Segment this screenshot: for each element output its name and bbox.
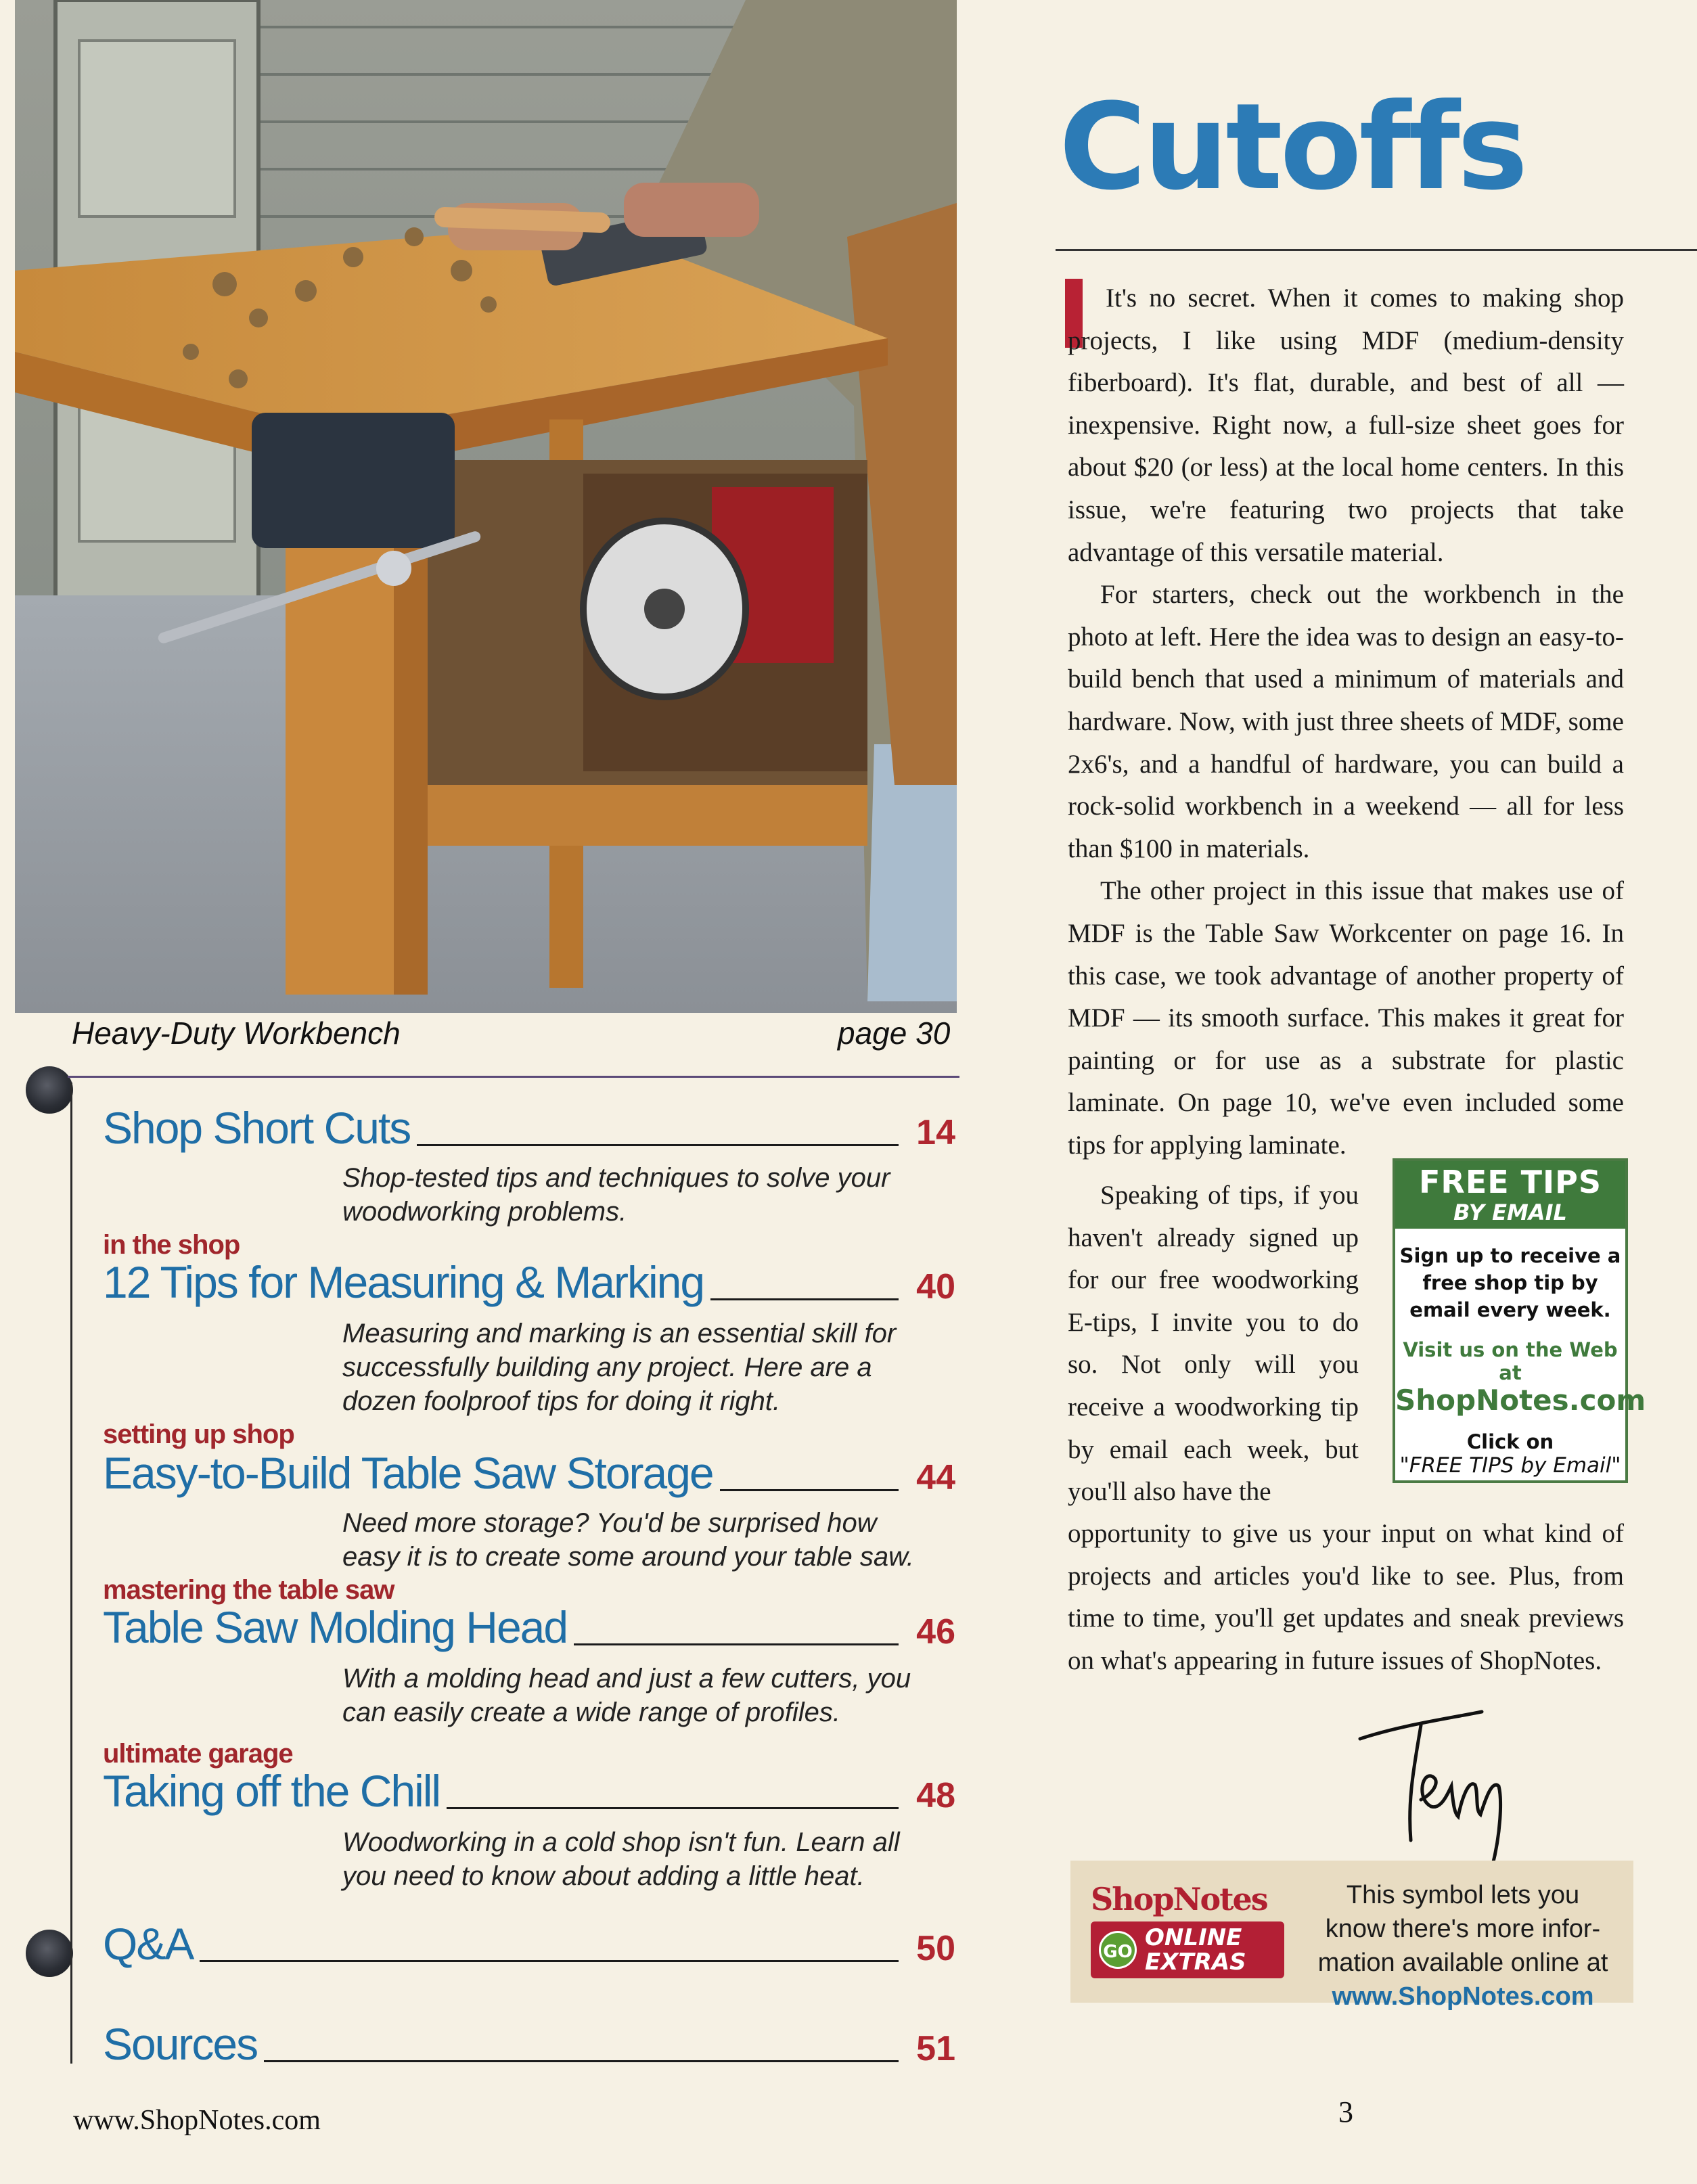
leader-line	[710, 1298, 899, 1300]
toc-kicker: ultimate garage	[103, 1739, 293, 1769]
signature	[1347, 1698, 1549, 1878]
leader-line	[417, 1144, 899, 1146]
footer-url[interactable]: www.ShopNotes.com	[73, 2105, 321, 2136]
toc-desc-line: easy it is to create some around your table saw.	[342, 1542, 914, 1572]
toc-kicker: in the shop	[103, 1230, 240, 1260]
free-tips-header	[1395, 1161, 1625, 1229]
badge-line: EXTRAS	[1145, 1949, 1246, 1976]
toc-title[interactable]: Table Saw Molding Head	[103, 1602, 568, 1652]
toc-item[interactable]	[103, 1103, 955, 1153]
leader-line	[264, 2060, 899, 2062]
text-line: know there's more infor-	[1325, 1915, 1601, 1943]
free-tips-box[interactable]	[1393, 1158, 1646, 1483]
toc-desc-line: Need more storage? You'd be surprised how	[342, 1508, 877, 1538]
photo-caption-title: Heavy-Duty Workbench	[72, 1016, 401, 1051]
toc-desc-line: dozen foolproof tips for doing it right.	[342, 1386, 781, 1416]
online-extras-badge[interactable]	[1091, 1921, 1284, 1978]
toc-desc-line: can easily create a wide range of profiles.	[342, 1698, 840, 1727]
toc-rule	[70, 1083, 72, 2064]
toc-item[interactable]	[103, 1919, 955, 1969]
binder-hole	[26, 1066, 73, 1114]
toc-description	[342, 1161, 938, 1229]
toc-item[interactable]	[103, 1257, 955, 1307]
toc-page[interactable]: 46	[916, 1612, 955, 1652]
toc-page[interactable]: 50	[916, 1929, 955, 1968]
binder-hole	[26, 1930, 73, 1977]
toc-desc-line: woodworking problems.	[342, 1197, 627, 1227]
text-line: Sign up to receive a	[1399, 1244, 1621, 1267]
click-text: Click on	[1466, 1430, 1554, 1453]
page-title: Cutoffs	[1059, 78, 1526, 217]
divider	[68, 1076, 959, 1078]
toc-page[interactable]: 14	[916, 1113, 955, 1152]
toc-title[interactable]: 12 Tips for Measuring & Marking	[103, 1257, 704, 1307]
toc-page[interactable]: 44	[916, 1458, 955, 1497]
free-tips-subtitle: BY EMAIL	[1453, 1200, 1567, 1225]
article-body	[1068, 277, 1624, 1166]
toc-description	[342, 1662, 938, 1729]
toc-desc-line: With a molding head and just a few cutters, you	[342, 1664, 911, 1693]
page-number: 3	[1338, 2095, 1353, 2129]
toc-description	[342, 1506, 938, 1574]
paragraph: It's no secret. When it comes to making shop projects, I like using MDF (medium-density fiberboard). It's flat, durable, and best of all — inexpensive. Right now, a full-size sheet goes for about $20 (or less) at the local home centers. In this issue, we're featuring two projects that take advantage of this versatile material.	[1068, 283, 1624, 567]
text-line: This symbol lets you	[1346, 1881, 1580, 1909]
online-extras-url[interactable]: www.ShopNotes.com	[1332, 1982, 1594, 2011]
paragraph: The other project in this issue that makes use of MDF is the Table Saw Workcenter on page 16. In this case, we took advantage of another property of MDF — its smooth surface. This makes it great for painting or for use as a substrate for plastic laminate. On page 10, we've even included some tips for applying laminate.	[1068, 876, 1624, 1160]
toc-title[interactable]: Shop Short Cuts	[103, 1103, 411, 1153]
toc-desc-line: Woodworking in a cold shop isn't fun. Learn all	[342, 1827, 900, 1857]
toc-page[interactable]: 40	[916, 1267, 955, 1306]
toc-title[interactable]: Easy-to-Build Table Saw Storage	[103, 1448, 713, 1498]
go-icon: GO	[1099, 1931, 1137, 1969]
click-target[interactable]: "FREE TIPS by Email"	[1399, 1453, 1621, 1478]
badge-text	[1145, 1926, 1246, 1974]
toc-description	[342, 1825, 938, 1893]
site-link[interactable]: ShopNotes.com	[1395, 1384, 1646, 1417]
text-line: free shop tip by	[1422, 1271, 1598, 1294]
leader-line	[200, 1960, 899, 1962]
toc-title[interactable]: Q&A	[103, 1919, 194, 1969]
paragraph: opportunity to give us your input on what kind of projects and articles you'd like to see. Plus, from time to time, you'll get updates and sneak previews on what's appearing in future issues of ShopNotes.	[1068, 1519, 1624, 1675]
visit-text: Visit us on the Web at	[1403, 1338, 1618, 1384]
toc-item[interactable]	[103, 1766, 955, 1816]
text-line: mation available online at	[1317, 1949, 1608, 1977]
toc-title[interactable]: Sources	[103, 2019, 258, 2069]
paragraph: For starters, check out the workbench in the photo at left. Here the idea was to design an easy-to-build bench that used a minimum of materials and hardware. Now, with just three sheets of MDF, some 2x6's, and a handful of hardware, you can build a rock-solid workbench in a weekend — all for less than $100 in materials.	[1068, 580, 1624, 863]
paragraph: Speaking of tips, if you haven't already signed up for our free woodworking E-tips, I invite you to do so. Not only will you receive a woodworking tip by email each week, but you'll also have the	[1068, 1181, 1359, 1507]
leader-line	[720, 1489, 899, 1491]
free-tips-text	[1395, 1242, 1625, 1323]
leader-line	[574, 1643, 899, 1645]
toc-kicker: setting up shop	[103, 1419, 294, 1449]
online-extras-box[interactable]	[1070, 1861, 1633, 2011]
toc-description	[342, 1317, 938, 1418]
toc-item[interactable]	[103, 1448, 955, 1498]
toc-desc-line: successfully building any project. Here are a	[342, 1352, 872, 1382]
workbench-photo	[15, 0, 957, 1013]
online-extras-text	[1294, 1878, 1632, 2014]
toc-desc-line: Measuring and marking is an essential skill for	[342, 1319, 897, 1348]
toc-desc-line: you need to know about adding a little heat.	[342, 1861, 865, 1891]
photo-caption-page: page 30	[838, 1016, 951, 1051]
toc-title[interactable]: Taking off the Chill	[103, 1766, 440, 1816]
badge-line: ONLINE	[1145, 1924, 1242, 1951]
text-line: email every week.	[1409, 1298, 1611, 1321]
shopnotes-logo: ShopNotes	[1091, 1881, 1267, 1917]
leader-line	[447, 1807, 899, 1809]
toc-kicker: mastering the table saw	[103, 1575, 394, 1605]
toc-item[interactable]	[103, 2019, 955, 2069]
paragraph-continued	[1068, 1513, 1624, 1682]
free-tips-title: FREE TIPS	[1418, 1164, 1602, 1200]
toc-page[interactable]: 48	[916, 1776, 955, 1815]
toc-page[interactable]: 51	[916, 2029, 955, 2068]
divider	[1056, 249, 1697, 251]
toc-desc-line: Shop-tested tips and techniques to solve your	[342, 1163, 890, 1193]
toc-item[interactable]	[103, 1602, 955, 1652]
